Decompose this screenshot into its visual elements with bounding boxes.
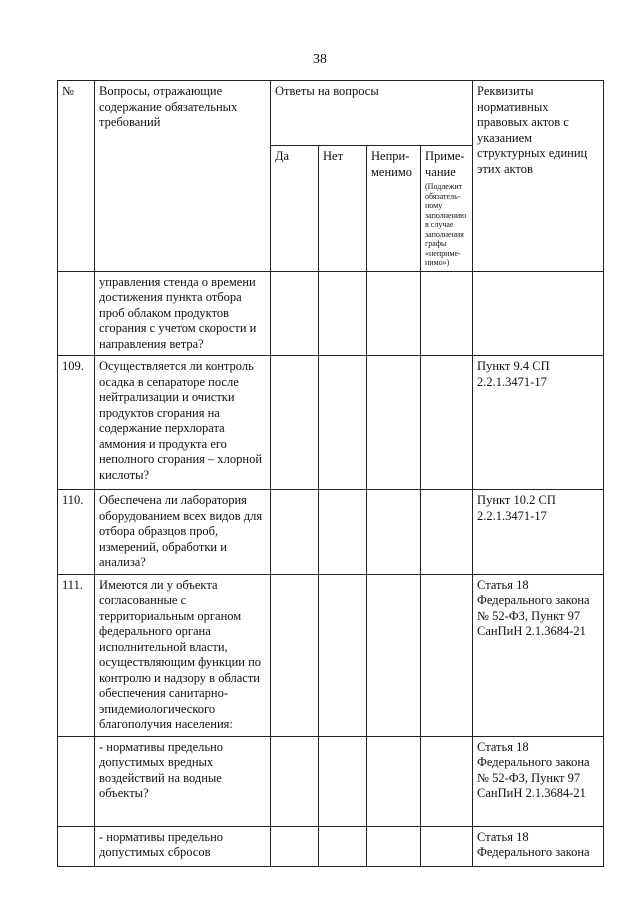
answer-note-cell[interactable]: [421, 826, 473, 866]
answer-note-cell[interactable]: [421, 356, 473, 490]
row-question: - нормативы предельно допустимых сбросов: [95, 826, 271, 866]
page-number: 38: [313, 52, 327, 67]
answer-yes-cell[interactable]: [271, 271, 319, 356]
answer-yes-cell[interactable]: [271, 736, 319, 826]
row-number: 111.: [58, 574, 95, 736]
header-yes: Да: [271, 146, 319, 272]
table-row: [58, 574, 604, 736]
header-not-applicable: Непри-менимо: [367, 146, 421, 272]
row-question: управления стенда о времени достижения пункта отбора проб облаком продуктов сгорания с учетом скорости и направления ветра?: [95, 271, 271, 356]
answer-na-cell[interactable]: [367, 574, 421, 736]
row-number: [58, 736, 95, 826]
answer-yes-cell[interactable]: [271, 574, 319, 736]
header-note: [421, 146, 473, 272]
row-question: Осуществляется ли контроль осадка в сепараторе после нейтрализации и очистки продуктов сгорания на содержание перхлората аммония и продукта его неполного сгорания – хлорной кислоты?: [95, 356, 271, 490]
table-row: [58, 271, 604, 356]
answer-yes-cell[interactable]: [271, 490, 319, 575]
row-number: 110.: [58, 490, 95, 575]
row-requisites: Статья 18 Федерального закона: [473, 826, 604, 866]
checklist-table: [57, 80, 604, 867]
header-note-hint: (Подлежит обязатель-ному заполнению в случае заполнения графы «неприме-нимо»): [425, 182, 467, 267]
answer-no-cell[interactable]: [319, 271, 367, 356]
table-row: [58, 826, 604, 866]
row-requisites: Пункт 9.4 СП 2.2.1.3471-17: [473, 356, 604, 490]
answer-no-cell[interactable]: [319, 490, 367, 575]
row-number: [58, 271, 95, 356]
header-requisites: Реквизиты нормативных правовых актов с указанием структурных единиц этих актов: [473, 81, 604, 272]
answer-no-cell[interactable]: [319, 826, 367, 866]
answer-na-cell[interactable]: [367, 826, 421, 866]
row-requisites: Статья 18 Федерального закона № 52-ФЗ, Пункт 97 СанПиН 2.1.3684-21: [473, 736, 604, 826]
answer-na-cell[interactable]: [367, 490, 421, 575]
header-no: Нет: [319, 146, 367, 272]
answer-no-cell[interactable]: [319, 574, 367, 736]
answer-note-cell[interactable]: [421, 574, 473, 736]
row-question: Имеются ли у объекта согласованные с территориальным органом федерального органа исполнительной власти, осуществляющим функции по контролю и надзору в области обеспечения санитарно-эпидемиологического благополучия населения:: [95, 574, 271, 736]
table-row: [58, 490, 604, 575]
table-row: [58, 736, 604, 826]
answer-note-cell[interactable]: [421, 736, 473, 826]
header-note-label: Приме-чание: [425, 149, 465, 179]
answer-note-cell[interactable]: [421, 271, 473, 356]
row-requisites: [473, 271, 604, 356]
answer-na-cell[interactable]: [367, 356, 421, 490]
answer-na-cell[interactable]: [367, 736, 421, 826]
row-requisites: Статья 18 Федерального закона № 52-ФЗ, Пункт 97 СанПиН 2.1.3684-21: [473, 574, 604, 736]
row-number: 109.: [58, 356, 95, 490]
row-number: [58, 826, 95, 866]
answer-note-cell[interactable]: [421, 490, 473, 575]
answer-yes-cell[interactable]: [271, 356, 319, 490]
header-question: Вопросы, отражающие содержание обязательных требований: [95, 81, 271, 272]
row-requisites: Пункт 10.2 СП 2.2.1.3471-17: [473, 490, 604, 575]
answer-yes-cell[interactable]: [271, 826, 319, 866]
row-question: Обеспечена ли лаборатория оборудованием всех видов для отбора образцов проб, измерений, обработки и анализа?: [95, 490, 271, 575]
answer-na-cell[interactable]: [367, 271, 421, 356]
answer-no-cell[interactable]: [319, 356, 367, 490]
header-number: №: [58, 81, 95, 272]
header-answers: Ответы на вопросы: [271, 81, 473, 146]
row-question: - нормативы предельно допустимых вредных воздействий на водные объекты?: [95, 736, 271, 826]
answer-no-cell[interactable]: [319, 736, 367, 826]
table-row: [58, 356, 604, 490]
header-row: [58, 81, 604, 146]
